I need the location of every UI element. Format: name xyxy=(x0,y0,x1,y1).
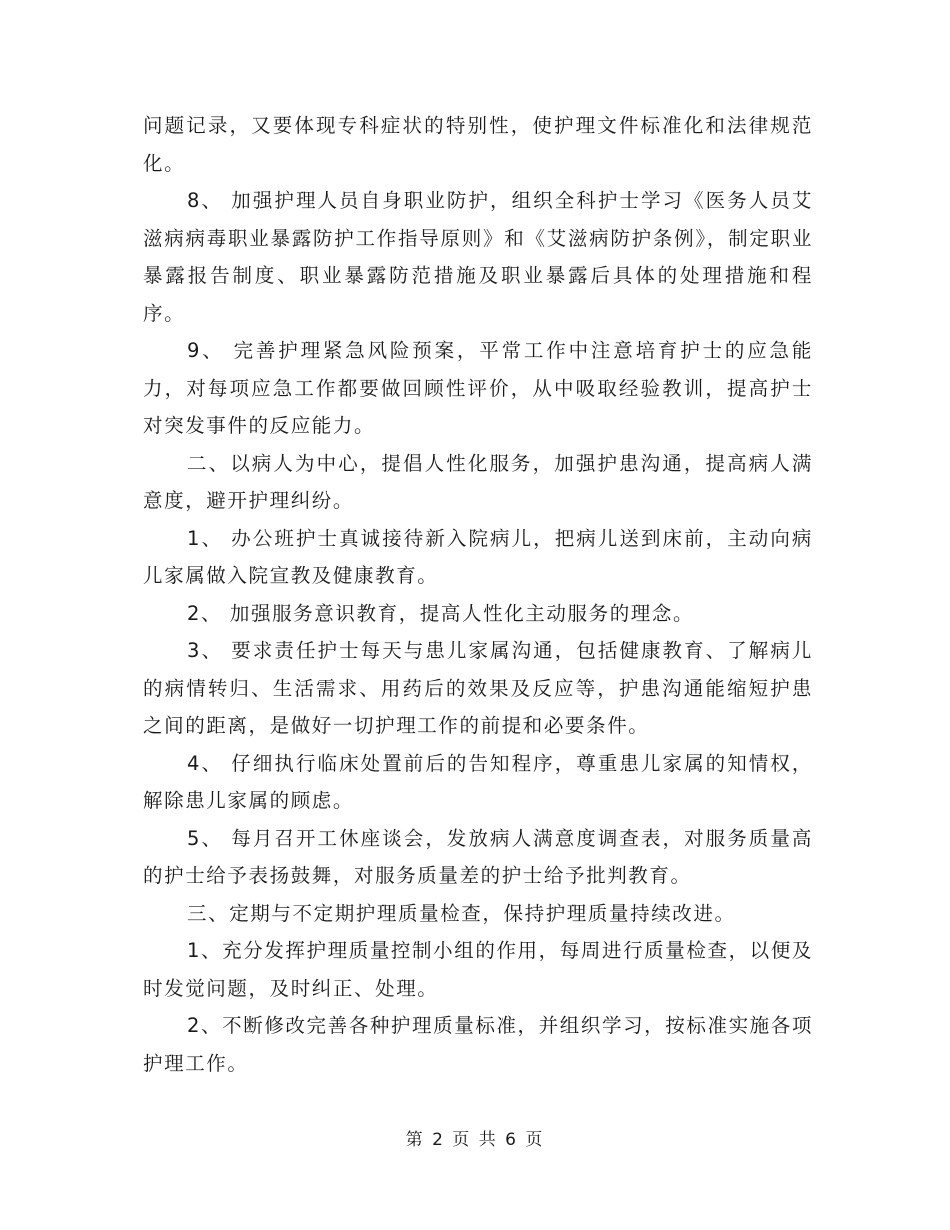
paragraph-s2-item-4: 4、 仔细执行临床处置前后的告知程序，尊重患儿家属的知情权，解除患儿家属的顾虑。 xyxy=(143,751,813,812)
paragraph-s3-item-2: 2、不断修改完善各种护理质量标准，并组织学习，按标准实施各项护理工作。 xyxy=(143,1014,813,1075)
paragraph-s2-item-3: 3、 要求责任护士每天与患儿家属沟通，包括健康教育、了解病儿的病情转归、生活需求、用药后的效果及反应等，护患沟通能缩短护患之间的距离，是做好一切护理工作的前提和必要条件。 xyxy=(143,639,813,737)
paragraph-continuation: 问题记录，又要体现专科症状的特别性，使护理文件标准化和法律规范化。 xyxy=(143,114,813,175)
document-body xyxy=(143,107,813,1082)
page-footer: 第 2 页 共 6 页 xyxy=(405,1130,545,1150)
section-heading-3: 三、定期与不定期护理质量检查，保持护理质量持续改进。 xyxy=(187,901,736,925)
paragraph-item-8: 8、 加强护理人员自身职业防护，组织全科护士学习《医务人员艾滋病病毒职业暴露防护工作指导原则》和《艾滋病防护条例》，制定职业暴露报告制度、职业暴露防范措施及职业暴露后具体的处理措施和程序。 xyxy=(143,189,813,325)
paragraph-item-9: 9、 完善护理紧急风险预案，平常工作中注意培育护士的应急能力，对每项应急工作都要做回顾性评价，从中吸取经验教训，提高护士对突发事件的反应能力。 xyxy=(143,339,813,437)
paragraph-s2-item-2: 2、 加强服务意识教育，提高人性化主动服务的理念。 xyxy=(187,601,695,625)
paragraph-s3-item-1: 1、充分发挥护理质量控制小组的作用，每周进行质量检查，以便及时发觉问题，及时纠正、处理。 xyxy=(143,939,813,1000)
section-heading-2: 二、以病人为中心，提倡人性化服务，加强护患沟通，提高病人满意度，避开护理纠纷。 xyxy=(143,451,813,512)
paragraph-s2-item-5: 5、 每月召开工休座谈会，发放病人满意度调查表，对服务质量高的护士给予表扬鼓舞，对服务质量差的护士给予批判教育。 xyxy=(143,826,813,887)
paragraph-s2-item-1: 1、 办公班护士真诚接待新入院病儿，把病儿送到床前，主动向病儿家属做入院宣教及健康教育。 xyxy=(143,526,813,587)
